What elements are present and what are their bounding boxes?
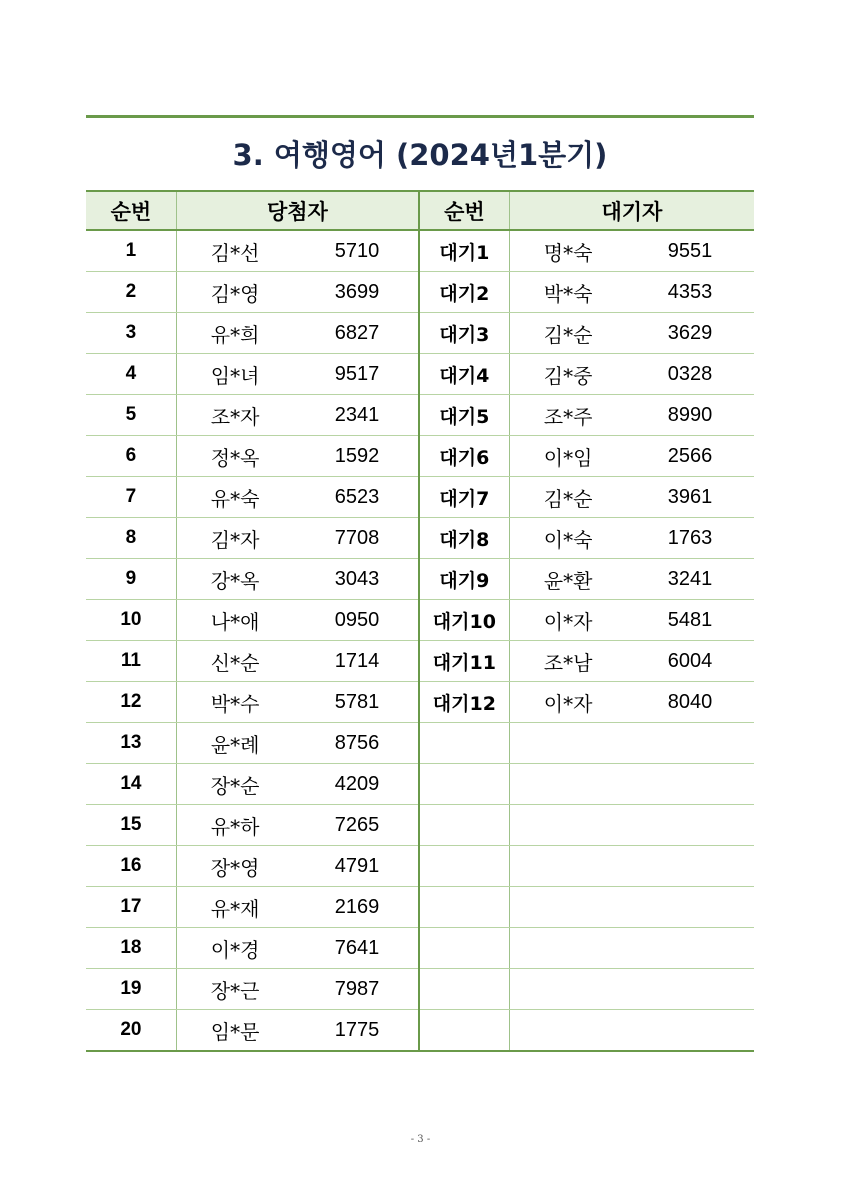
waitlist-cell — [509, 723, 754, 764]
table-header-row — [86, 191, 754, 230]
wait-number: 대기8 — [419, 518, 509, 559]
row-number: 1 — [86, 230, 176, 272]
table-row — [86, 969, 754, 1010]
waitlist-name: 김*순 — [543, 322, 593, 347]
wait-number: 대기9 — [419, 559, 509, 600]
waitlist-cell — [509, 682, 754, 723]
winner-name: 강*옥 — [210, 568, 260, 593]
winner-phone-suffix: 1714 — [334, 649, 380, 672]
winner-cell — [176, 928, 419, 969]
waitlist-cell — [509, 559, 754, 600]
wait-number: 대기12 — [419, 682, 509, 723]
table-row — [86, 928, 754, 969]
waitlist-phone-suffix: 0328 — [667, 362, 713, 385]
waitlist-cell — [509, 764, 754, 805]
winner-phone-suffix: 8756 — [334, 731, 380, 754]
row-number: 13 — [86, 723, 176, 764]
winner-phone-suffix: 2341 — [334, 403, 380, 426]
waitlist-name: 박*숙 — [543, 281, 593, 306]
table-row — [86, 230, 754, 272]
winner-name: 박*수 — [210, 691, 260, 716]
waitlist-phone-suffix: 9551 — [667, 239, 713, 262]
winner-cell — [176, 272, 419, 313]
table-row — [86, 477, 754, 518]
winner-name: 유*하 — [210, 814, 260, 839]
winner-cell — [176, 518, 419, 559]
winner-cell — [176, 1010, 419, 1052]
waitlist-cell — [509, 641, 754, 682]
waitlist-phone-suffix: 1763 — [667, 526, 713, 549]
lottery-results-table — [86, 190, 754, 1052]
row-number: 4 — [86, 354, 176, 395]
winner-name: 정*옥 — [210, 445, 260, 470]
wait-number — [419, 805, 509, 846]
waitlist-cell — [509, 846, 754, 887]
row-number: 3 — [86, 313, 176, 354]
table-row — [86, 518, 754, 559]
wait-number: 대기6 — [419, 436, 509, 477]
waitlist-cell — [509, 1010, 754, 1052]
row-number: 12 — [86, 682, 176, 723]
waitlist-phone-suffix: 8040 — [667, 690, 713, 713]
winner-phone-suffix: 1775 — [334, 1018, 380, 1041]
winner-cell — [176, 436, 419, 477]
waitlist-phone-suffix: 3629 — [667, 321, 713, 344]
row-number: 11 — [86, 641, 176, 682]
wait-number: 대기3 — [419, 313, 509, 354]
winner-name: 장*영 — [210, 855, 260, 880]
winner-cell — [176, 641, 419, 682]
winner-phone-suffix: 1592 — [334, 444, 380, 467]
waitlist-cell — [509, 395, 754, 436]
waitlist-cell — [509, 805, 754, 846]
winner-cell — [176, 559, 419, 600]
winner-cell — [176, 313, 419, 354]
winner-cell — [176, 887, 419, 928]
waitlist-name: 명*숙 — [543, 240, 593, 265]
waitlist-name: 조*남 — [543, 650, 593, 675]
waitlist-phone-suffix: 2566 — [667, 444, 713, 467]
waitlist-name: 조*주 — [543, 404, 593, 429]
winner-cell — [176, 600, 419, 641]
winner-name: 나*애 — [210, 609, 260, 634]
row-number: 8 — [86, 518, 176, 559]
winner-cell — [176, 969, 419, 1010]
winner-name: 김*자 — [210, 527, 260, 552]
wait-number — [419, 887, 509, 928]
winner-name: 임*문 — [210, 1019, 260, 1044]
winner-phone-suffix: 7265 — [334, 813, 380, 836]
table-row — [86, 559, 754, 600]
wait-number: 대기10 — [419, 600, 509, 641]
winner-name: 신*순 — [210, 650, 260, 675]
header-number: 순번 — [86, 191, 176, 230]
wait-number — [419, 1010, 509, 1052]
winner-phone-suffix: 3699 — [334, 280, 380, 303]
winner-phone-suffix: 7987 — [334, 977, 380, 1000]
wait-number: 대기1 — [419, 230, 509, 272]
wait-number: 대기4 — [419, 354, 509, 395]
winner-cell — [176, 395, 419, 436]
row-number: 5 — [86, 395, 176, 436]
winner-phone-suffix: 3043 — [334, 567, 380, 590]
table-row — [86, 600, 754, 641]
waitlist-phone-suffix: 3961 — [667, 485, 713, 508]
row-number: 20 — [86, 1010, 176, 1052]
winner-name: 유*희 — [210, 322, 260, 347]
waitlist-phone-suffix: 5481 — [667, 608, 713, 631]
waitlist-phone-suffix: 3241 — [667, 567, 713, 590]
table-row — [86, 805, 754, 846]
winner-phone-suffix: 0950 — [334, 608, 380, 631]
winner-name: 이*경 — [210, 937, 260, 962]
header-winners: 당첨자 — [176, 191, 419, 230]
waitlist-cell — [509, 436, 754, 477]
header-wait-number: 순번 — [419, 191, 509, 230]
winner-phone-suffix: 2169 — [334, 895, 380, 918]
row-number: 17 — [86, 887, 176, 928]
table-row — [86, 436, 754, 477]
row-number: 2 — [86, 272, 176, 313]
page-number: - 3 - — [410, 1134, 431, 1145]
waitlist-cell — [509, 518, 754, 559]
table-row — [86, 395, 754, 436]
winner-cell — [176, 846, 419, 887]
table-row — [86, 313, 754, 354]
row-number: 16 — [86, 846, 176, 887]
waitlist-name: 김*중 — [543, 363, 593, 388]
winner-name: 김*영 — [210, 281, 260, 306]
waitlist-name: 이*임 — [543, 445, 593, 470]
waitlist-cell — [509, 928, 754, 969]
table-row — [86, 764, 754, 805]
table-row — [86, 1010, 754, 1052]
winner-name: 장*근 — [210, 978, 260, 1003]
wait-number — [419, 723, 509, 764]
winner-cell — [176, 764, 419, 805]
winner-phone-suffix: 4791 — [334, 854, 380, 877]
wait-number: 대기5 — [419, 395, 509, 436]
wait-number — [419, 928, 509, 969]
winner-cell — [176, 354, 419, 395]
waitlist-cell — [509, 477, 754, 518]
wait-number: 대기11 — [419, 641, 509, 682]
winner-name: 김*선 — [210, 240, 260, 265]
waitlist-name: 윤*환 — [543, 568, 593, 593]
waitlist-cell — [509, 272, 754, 313]
waitlist-cell — [509, 887, 754, 928]
waitlist-cell — [509, 230, 754, 272]
table-row — [86, 272, 754, 313]
table-row — [86, 354, 754, 395]
winner-name: 조*자 — [210, 404, 260, 429]
waitlist-cell — [509, 600, 754, 641]
waitlist-name: 이*자 — [543, 691, 593, 716]
winner-name: 유*재 — [210, 896, 260, 921]
winner-phone-suffix: 5781 — [334, 690, 380, 713]
row-number: 15 — [86, 805, 176, 846]
header-waitlist: 대기자 — [509, 191, 754, 230]
row-number: 10 — [86, 600, 176, 641]
page-title: 3. 여행영어 (2024년1분기) — [232, 138, 608, 172]
waitlist-cell — [509, 969, 754, 1010]
wait-number — [419, 846, 509, 887]
winner-phone-suffix: 4209 — [334, 772, 380, 795]
winner-phone-suffix: 9517 — [334, 362, 380, 385]
winner-phone-suffix: 6827 — [334, 321, 380, 344]
row-number: 9 — [86, 559, 176, 600]
winner-phone-suffix: 6523 — [334, 485, 380, 508]
waitlist-phone-suffix: 4353 — [667, 280, 713, 303]
winner-phone-suffix: 7708 — [334, 526, 380, 549]
table-row — [86, 723, 754, 764]
table-body — [86, 230, 754, 1051]
winner-cell — [176, 723, 419, 764]
winner-phone-suffix: 5710 — [334, 239, 380, 262]
table-row — [86, 682, 754, 723]
row-number: 7 — [86, 477, 176, 518]
waitlist-name: 김*순 — [543, 486, 593, 511]
row-number: 18 — [86, 928, 176, 969]
winner-cell — [176, 805, 419, 846]
winner-cell — [176, 230, 419, 272]
waitlist-cell — [509, 313, 754, 354]
winner-cell — [176, 682, 419, 723]
winner-cell — [176, 477, 419, 518]
waitlist-phone-suffix: 6004 — [667, 649, 713, 672]
waitlist-name: 이*자 — [543, 609, 593, 634]
winner-phone-suffix: 7641 — [334, 936, 380, 959]
winner-name: 임*녀 — [210, 363, 260, 388]
wait-number — [419, 969, 509, 1010]
row-number: 19 — [86, 969, 176, 1010]
top-divider — [86, 115, 754, 118]
table-row — [86, 846, 754, 887]
row-number: 14 — [86, 764, 176, 805]
winner-name: 장*순 — [210, 773, 260, 798]
waitlist-cell — [509, 354, 754, 395]
table-row — [86, 887, 754, 928]
winner-name: 유*숙 — [210, 486, 260, 511]
wait-number: 대기7 — [419, 477, 509, 518]
row-number: 6 — [86, 436, 176, 477]
winner-name: 윤*례 — [210, 732, 260, 757]
wait-number: 대기2 — [419, 272, 509, 313]
table-row — [86, 641, 754, 682]
waitlist-phone-suffix: 8990 — [667, 403, 713, 426]
wait-number — [419, 764, 509, 805]
waitlist-name: 이*숙 — [543, 527, 593, 552]
